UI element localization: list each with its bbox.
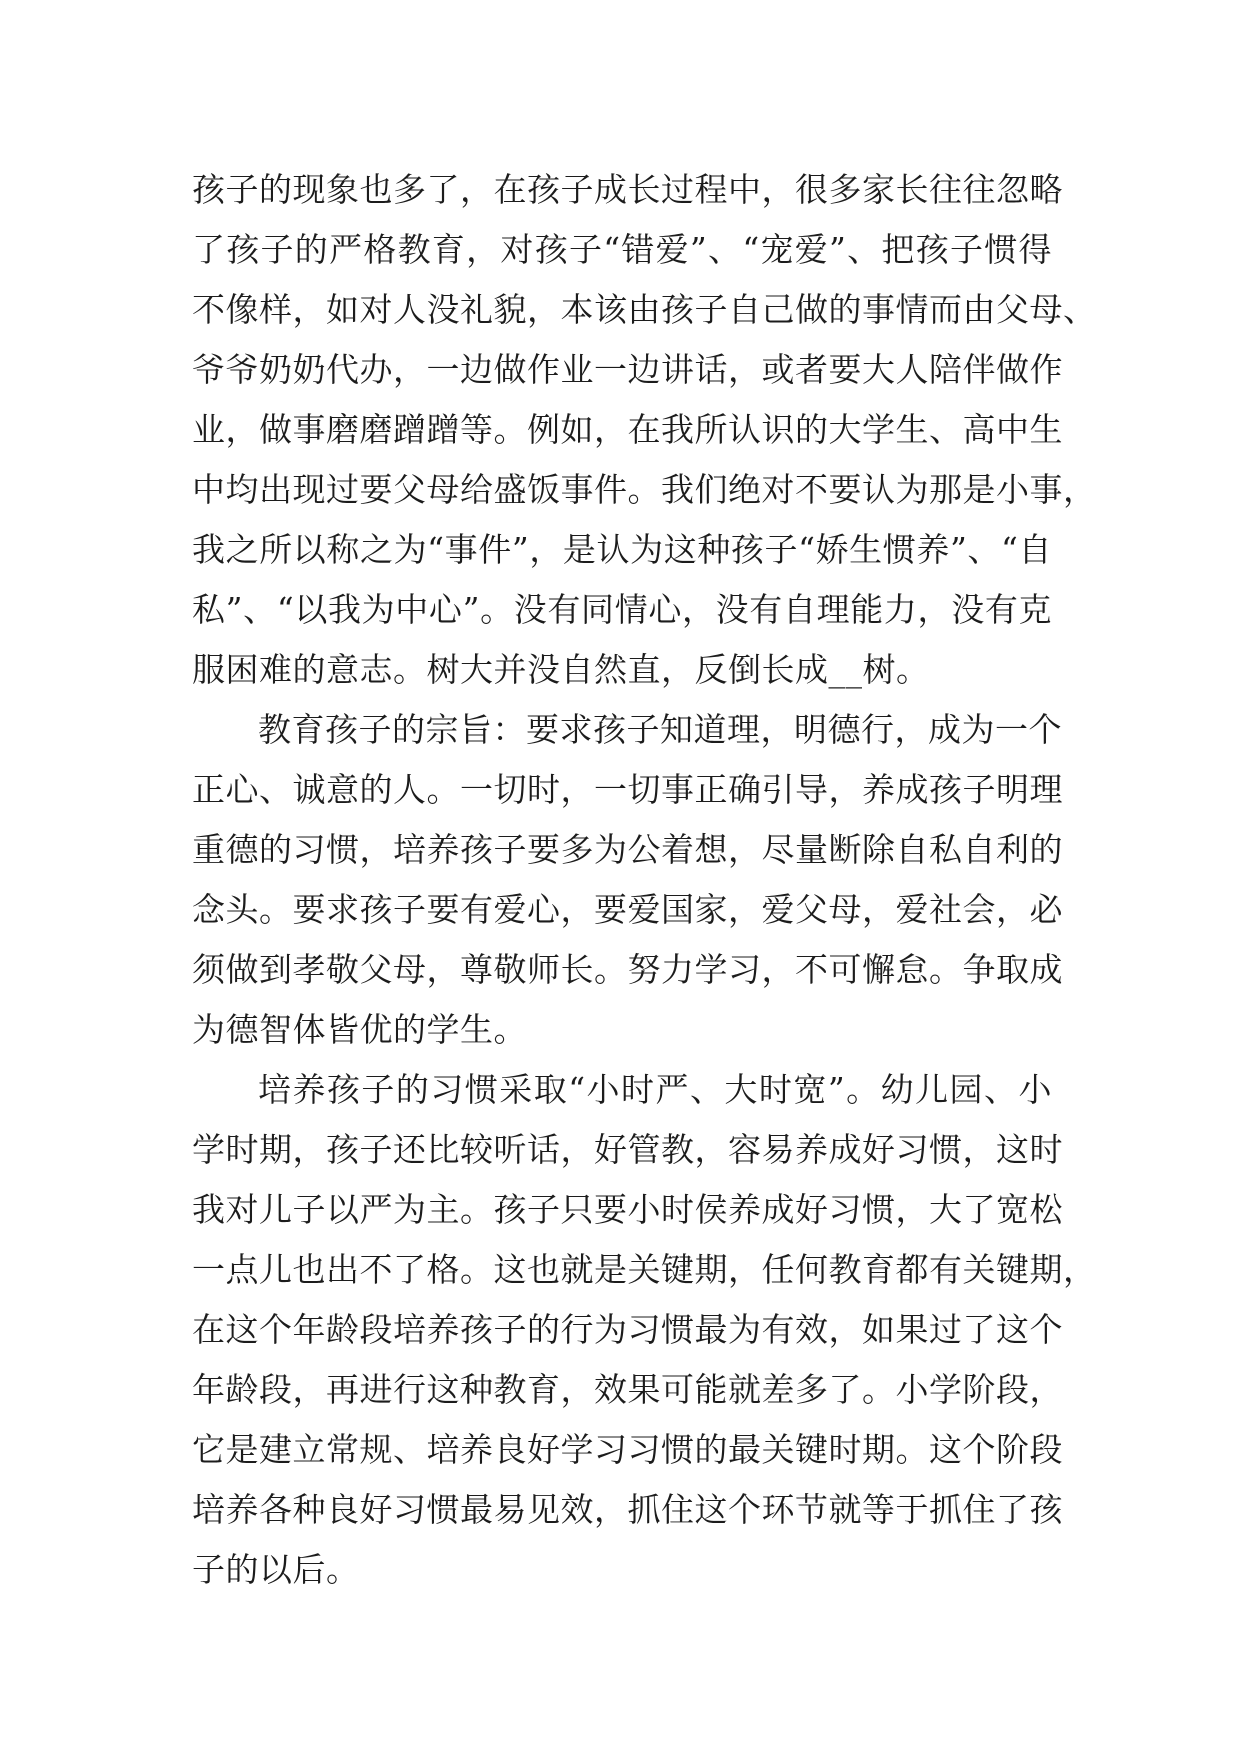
text-line: 我对儿子以严为主。孩子只要小时侯养成好习惯，大了宽松	[192, 1190, 1063, 1229]
text-line: 我之所以称之为“事件”，是认为这种孩子“娇生惯养”、“自	[192, 530, 1052, 569]
text-line: 服困难的意志。树大并没自然直，反倒长成__树。	[192, 650, 930, 689]
text-line: 正心、诚意的人。一切时，一切事正确引导，养成孩子明理	[192, 770, 1063, 809]
paragraph-1	[192, 160, 1097, 700]
body-text	[192, 160, 1097, 1600]
text-line: 不像样，如对人没礼貌，本该由孩子自己做的事情而由父母、	[192, 290, 1097, 329]
text-line: 孩子的现象也多了，在孩子成长过程中，很多家长往往忽略	[192, 170, 1063, 209]
text-line: 教育孩子的宗旨：要求孩子知道理，明德行，成为一个	[258, 710, 1062, 749]
text-line: 在这个年龄段培养孩子的行为习惯最为有效，如果过了这个	[192, 1310, 1063, 1349]
text-line: 业，做事磨磨蹭蹭等。例如，在我所认识的大学生、高中生	[192, 410, 1063, 449]
text-line: 念头。要求孩子要有爱心，要爱国家，爱父母，爱社会，必	[192, 890, 1063, 929]
text-line: 须做到孝敬父母，尊敬师长。努力学习，不可懈怠。争取成	[192, 950, 1063, 989]
paragraph-3	[192, 1060, 1097, 1600]
text-line: 爷爷奶奶代办，一边做作业一边讲话，或者要大人陪伴做作	[192, 350, 1063, 389]
text-line: 培养各种良好习惯最易见效，抓住这个环节就等于抓住了孩	[192, 1490, 1063, 1529]
text-line: 学时期，孩子还比较听话，好管教，容易养成好习惯，这时	[192, 1130, 1063, 1169]
text-line: 为德智体皆优的学生。	[192, 1010, 527, 1049]
text-line: 它是建立常规、培养良好学习习惯的最关键时期。这个阶段	[192, 1430, 1063, 1469]
text-line: 年龄段，再进行这种教育，效果可能就差多了。小学阶段，	[192, 1370, 1063, 1409]
text-line: 培养孩子的习惯采取“小时严、大时宽”。幼儿园、小	[258, 1070, 1052, 1109]
text-line: 一点儿也出不了格。这也就是关键期，任何教育都有关键期，	[192, 1250, 1097, 1289]
text-line: 重德的习惯，培养孩子要多为公着想，尽量断除自私自利的	[192, 830, 1063, 869]
paragraph-2	[192, 700, 1063, 1060]
text-line: 了孩子的严格教育，对孩子“错爱”、“宠爱”、把孩子惯得	[192, 230, 1052, 269]
text-line: 私”、“以我为中心”。没有同情心，没有自理能力，没有克	[192, 590, 1052, 629]
text-line: 子的以后。	[192, 1550, 360, 1589]
text-line: 中均出现过要父母给盛饭事件。我们绝对不要认为那是小事，	[192, 470, 1097, 509]
